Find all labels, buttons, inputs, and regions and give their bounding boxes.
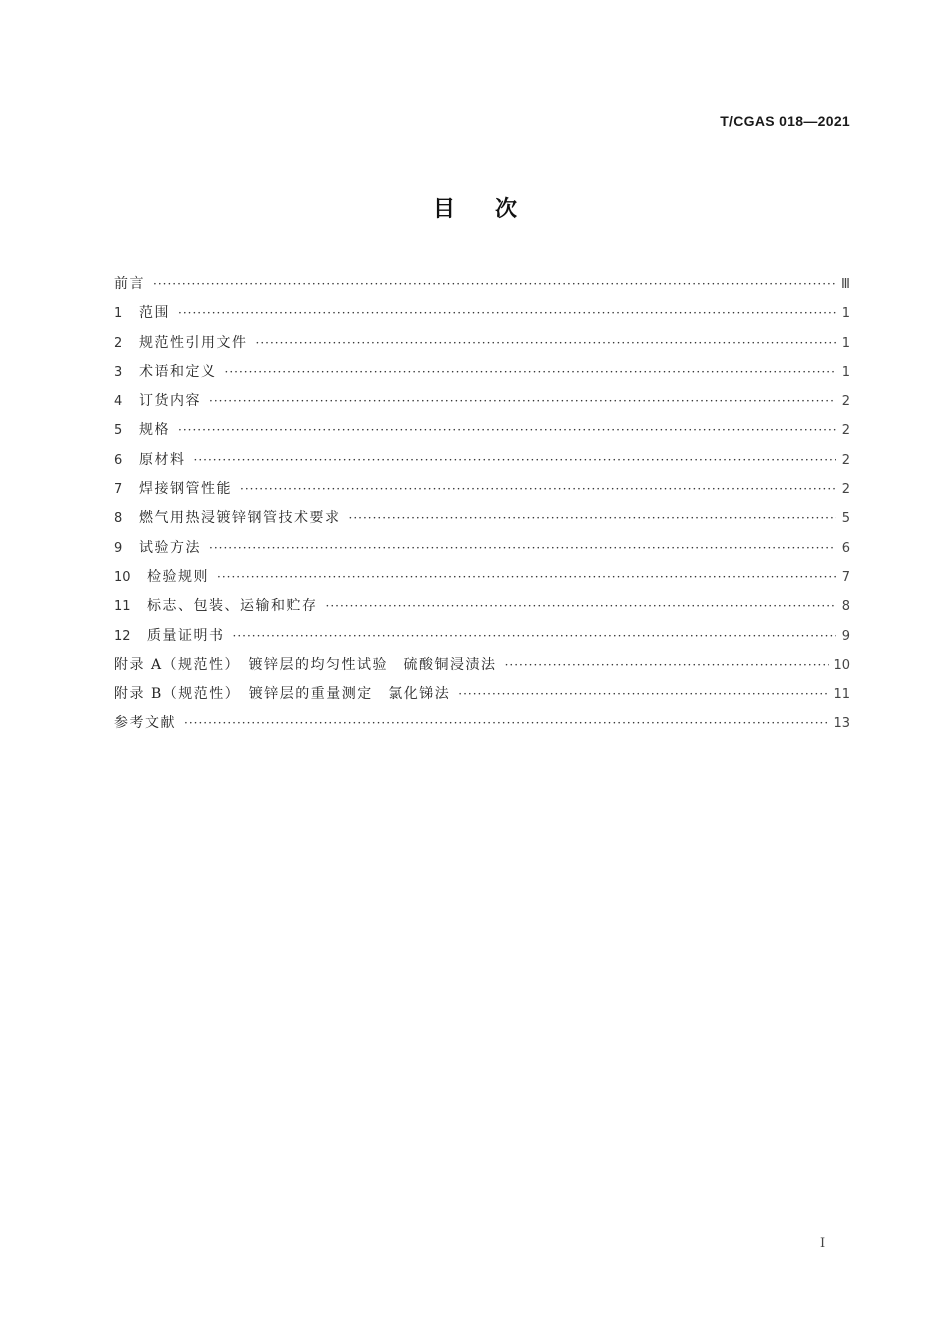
toc-entry-page: 9 — [841, 628, 850, 644]
toc-leader-dots — [178, 416, 836, 445]
toc-entry-label: 术语和定义 — [139, 363, 217, 380]
toc-leader-dots — [184, 709, 829, 738]
table-of-contents — [114, 270, 850, 739]
toc-entry-label: 焊接钢管性能 — [139, 481, 232, 498]
toc-entry-page: 2 — [841, 452, 850, 468]
toc-entry-label: 前言 — [114, 276, 145, 292]
toc-entry-references[interactable] — [114, 709, 850, 738]
toc-entry-label: 原材料 — [139, 451, 186, 468]
toc-entry-5[interactable] — [114, 416, 850, 445]
toc-entry-number: 7 — [114, 482, 123, 498]
toc-entry-page: 8 — [841, 599, 850, 615]
toc-leader-dots — [178, 299, 836, 328]
toc-entry-label: 范围 — [139, 305, 170, 322]
toc-entry-label: 试验方法 — [139, 539, 201, 556]
toc-entry-7[interactable] — [114, 475, 850, 504]
toc-entry-label: 检验规则 — [147, 568, 209, 585]
toc-entry-page: 5 — [841, 511, 850, 527]
toc-entry-number: 11 — [114, 599, 131, 615]
toc-entry-label: 参考文献 — [114, 715, 176, 732]
toc-entry-number: 2 — [114, 335, 123, 351]
toc-leader-dots — [153, 270, 836, 299]
toc-leader-dots — [225, 358, 837, 387]
toc-entry-2[interactable] — [114, 329, 850, 358]
toc-entry-appendix-b[interactable] — [114, 680, 850, 709]
toc-entry-12[interactable] — [114, 622, 850, 651]
toc-entry-number: 6 — [114, 452, 123, 468]
toc-entry-1[interactable] — [114, 299, 850, 328]
toc-entry-number: 10 — [114, 569, 131, 585]
toc-entry-page: 2 — [841, 482, 850, 498]
toc-entry-page: 1 — [841, 364, 850, 380]
toc-entry-number: 3 — [114, 364, 123, 380]
toc-entry-page: 13 — [833, 716, 850, 732]
toc-entry-label: 订货内容 — [139, 393, 201, 410]
toc-entry-number: 12 — [114, 628, 131, 644]
toc-leader-dots — [194, 446, 837, 475]
toc-leader-dots — [209, 534, 836, 563]
toc-entry-9[interactable] — [114, 534, 850, 563]
toc-entry-label: 标志、包装、运输和贮存 — [147, 598, 318, 615]
toc-leader-dots — [217, 563, 836, 592]
toc-leader-dots — [349, 504, 837, 533]
toc-leader-dots — [240, 475, 836, 504]
toc-entry-page: 1 — [841, 335, 850, 351]
toc-entry-label: 附录 A（规范性） 镀锌层的均匀性试验 硫酸铜浸渍法 — [114, 656, 497, 673]
toc-entry-page: 7 — [841, 569, 850, 585]
toc-entry-number: 9 — [114, 540, 123, 556]
page-number: I — [820, 1236, 826, 1251]
toc-leader-dots — [209, 387, 836, 416]
toc-entry-number: 5 — [114, 423, 123, 439]
toc-entry-page: 6 — [841, 540, 850, 556]
toc-entry-8[interactable] — [114, 504, 850, 533]
toc-entry-number: 1 — [114, 306, 123, 322]
toc-entry-label: 规范性引用文件 — [139, 334, 248, 351]
toc-entry-10[interactable] — [114, 563, 850, 592]
toc-leader-dots — [505, 651, 830, 680]
toc-entry-number: 4 — [114, 394, 123, 410]
toc-entry-page: Ⅲ — [841, 277, 850, 292]
toc-entry-label: 规格 — [139, 422, 170, 439]
toc-leader-dots — [326, 592, 837, 621]
toc-entry-page: 2 — [841, 423, 850, 439]
toc-entry-label: 燃气用热浸镀锌钢管技术要求 — [139, 510, 341, 527]
toc-entry-page: 1 — [841, 306, 850, 322]
toc-leader-dots — [233, 622, 837, 651]
toc-entry-foreword[interactable] — [114, 270, 850, 299]
standard-code: T/CGAS 018—2021 — [720, 113, 850, 129]
toc-entry-page: 11 — [833, 687, 850, 703]
page-title: 目次 — [432, 197, 557, 222]
toc-leader-dots — [256, 329, 837, 358]
toc-leader-dots — [458, 680, 829, 709]
toc-entry-4[interactable] — [114, 387, 850, 416]
toc-entry-number: 8 — [114, 511, 123, 527]
toc-entry-6[interactable] — [114, 446, 850, 475]
toc-entry-11[interactable] — [114, 592, 850, 621]
toc-entry-label: 质量证明书 — [147, 627, 225, 644]
toc-entry-page: 2 — [841, 394, 850, 410]
toc-entry-3[interactable] — [114, 358, 850, 387]
toc-entry-page: 10 — [833, 657, 850, 673]
toc-entry-appendix-a[interactable] — [114, 651, 850, 680]
toc-entry-label: 附录 B（规范性） 镀锌层的重量测定 氯化锑法 — [114, 686, 451, 703]
